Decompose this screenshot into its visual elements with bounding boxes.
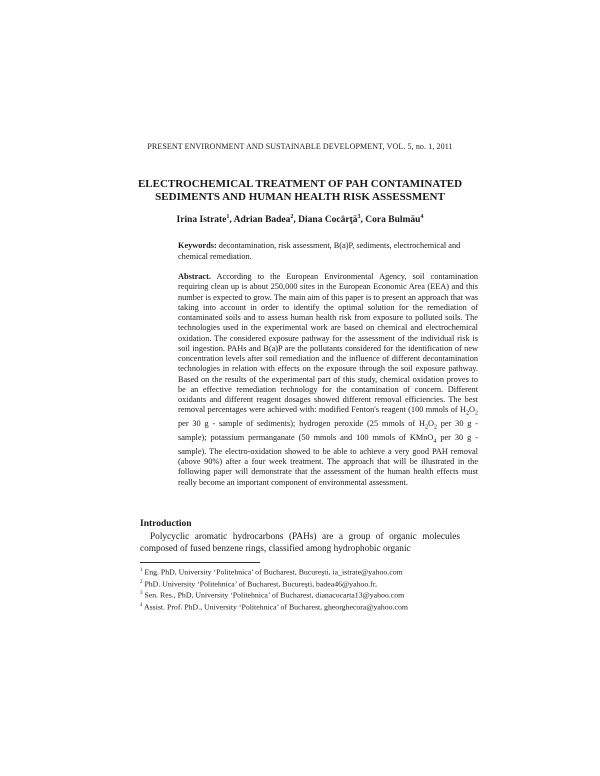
author-name: Irina Istrate [176, 215, 227, 226]
keywords-text: decontamination, risk assessment, B(a)P, sediments, electrochemical and chemical remediation. [178, 241, 461, 261]
author-affiliation-mark: 1 [226, 214, 230, 220]
author-name: Diana Cocârţă [298, 215, 358, 226]
abstract-paragraph: Abstract. According to the European Environmental Agency, soil contamination requiring clean up is about 250,000 sites in the European Economic Area (EEA) and this number is expected to grow. The main aim of this paper is to present an approach that was taking into account in order to identify the optimal solution for the remediation of contaminated soils and to assess human health risk from exposure to polluted soils. The technologies used in the experimental work are based on chemical and electrochemical oxidation. The considered exposure pathway for the assessment of the individual risk is soil ingestion. PAHs and B(a)P are the pollutants considered for the identification of new concentration levels after soil remediation and the influence of different decontamination technologies in relation with effects on the exposure through the soil exposure pathway. Based on the results of the experimental part of this study, chemical oxidation proves to be an effective remediation technology for the contamination of concern. Different oxidants and different reagent dosages showed different removal efficiencies. The best removal percentages were achieved with: modified Fenton's reagent (100 mmols of $H_2O_2$ per 30 g - sample of sediments); hydrogen peroxide (25 mmols of $H_2O_2$ per 30 g - sample); potassium permanganate (50 mmols and 100 mmols of KMnO$_4$ per 30 g - sample). The electro-oxidation showed to be able to achieve a very good PAH removal (above 90%) after a four week treatment. The approach that will be illustrated in the following paper will demonstrate that the assessment of the human health effects must really become an important component of environmental assessment. [178, 272, 478, 487]
section-heading-introduction: Introduction [140, 519, 192, 529]
footnote-divider [140, 562, 260, 563]
keywords-paragraph [178, 240, 478, 262]
footnotes [140, 566, 470, 612]
introduction-paragraph: Polycyclic aromatic hydrocarbons (PAHs) are a group of organic molecules composed of fused benzene rings, classified among hydrophobic organic [140, 532, 460, 554]
abstract-label: Abstract. [178, 272, 211, 281]
author-name: Cora Bulmău [365, 215, 421, 226]
author-affiliation-mark: 4 [420, 214, 424, 220]
footnote-item: $^3$ Sen. Res., PhD, University ‘Politehnica’ of Bucharest, dianacocarta13@yahoo.com [140, 590, 405, 600]
journal-header: PRESENT ENVIRONMENT AND SUSTAINABLE DEVELOPMENT, VOL. 5, no. 1, 2011 [147, 142, 453, 151]
footnote-item: $^4$ Assist. Prof. PhD., University ‘Politehnica’ of Bucharest, gheorghecora@yahoo.com [140, 602, 408, 612]
author-affiliation-mark: 2 [290, 214, 294, 220]
paper-title: ELECTROCHEMICAL TREATMENT OF PAH CONTAMINATED SEDIMENTS AND HUMAN HEALTH RISK ASSESSMENT [137, 178, 463, 203]
footnote-item: $^1$ Eng. PhD, University ‘Politehnica’ of Bucharest, Bucureşti, ia_istrate@yahoo.com [140, 567, 403, 577]
keywords-label: Keywords: [178, 241, 217, 250]
author-list: Irina Istrate$^1$, Adrian Badea$^2$, Diana Cocârţă$^3$, Cora Bulmău$^4$ [176, 214, 424, 226]
author-affiliation-mark: 3 [357, 214, 361, 220]
footnote-item: $^2$ PhD. University ‘Politehnica’ of Bucharest, Bucureşti, badea46@yahoo.fr, [140, 579, 378, 589]
author-name: Adrian Badea [233, 215, 291, 226]
